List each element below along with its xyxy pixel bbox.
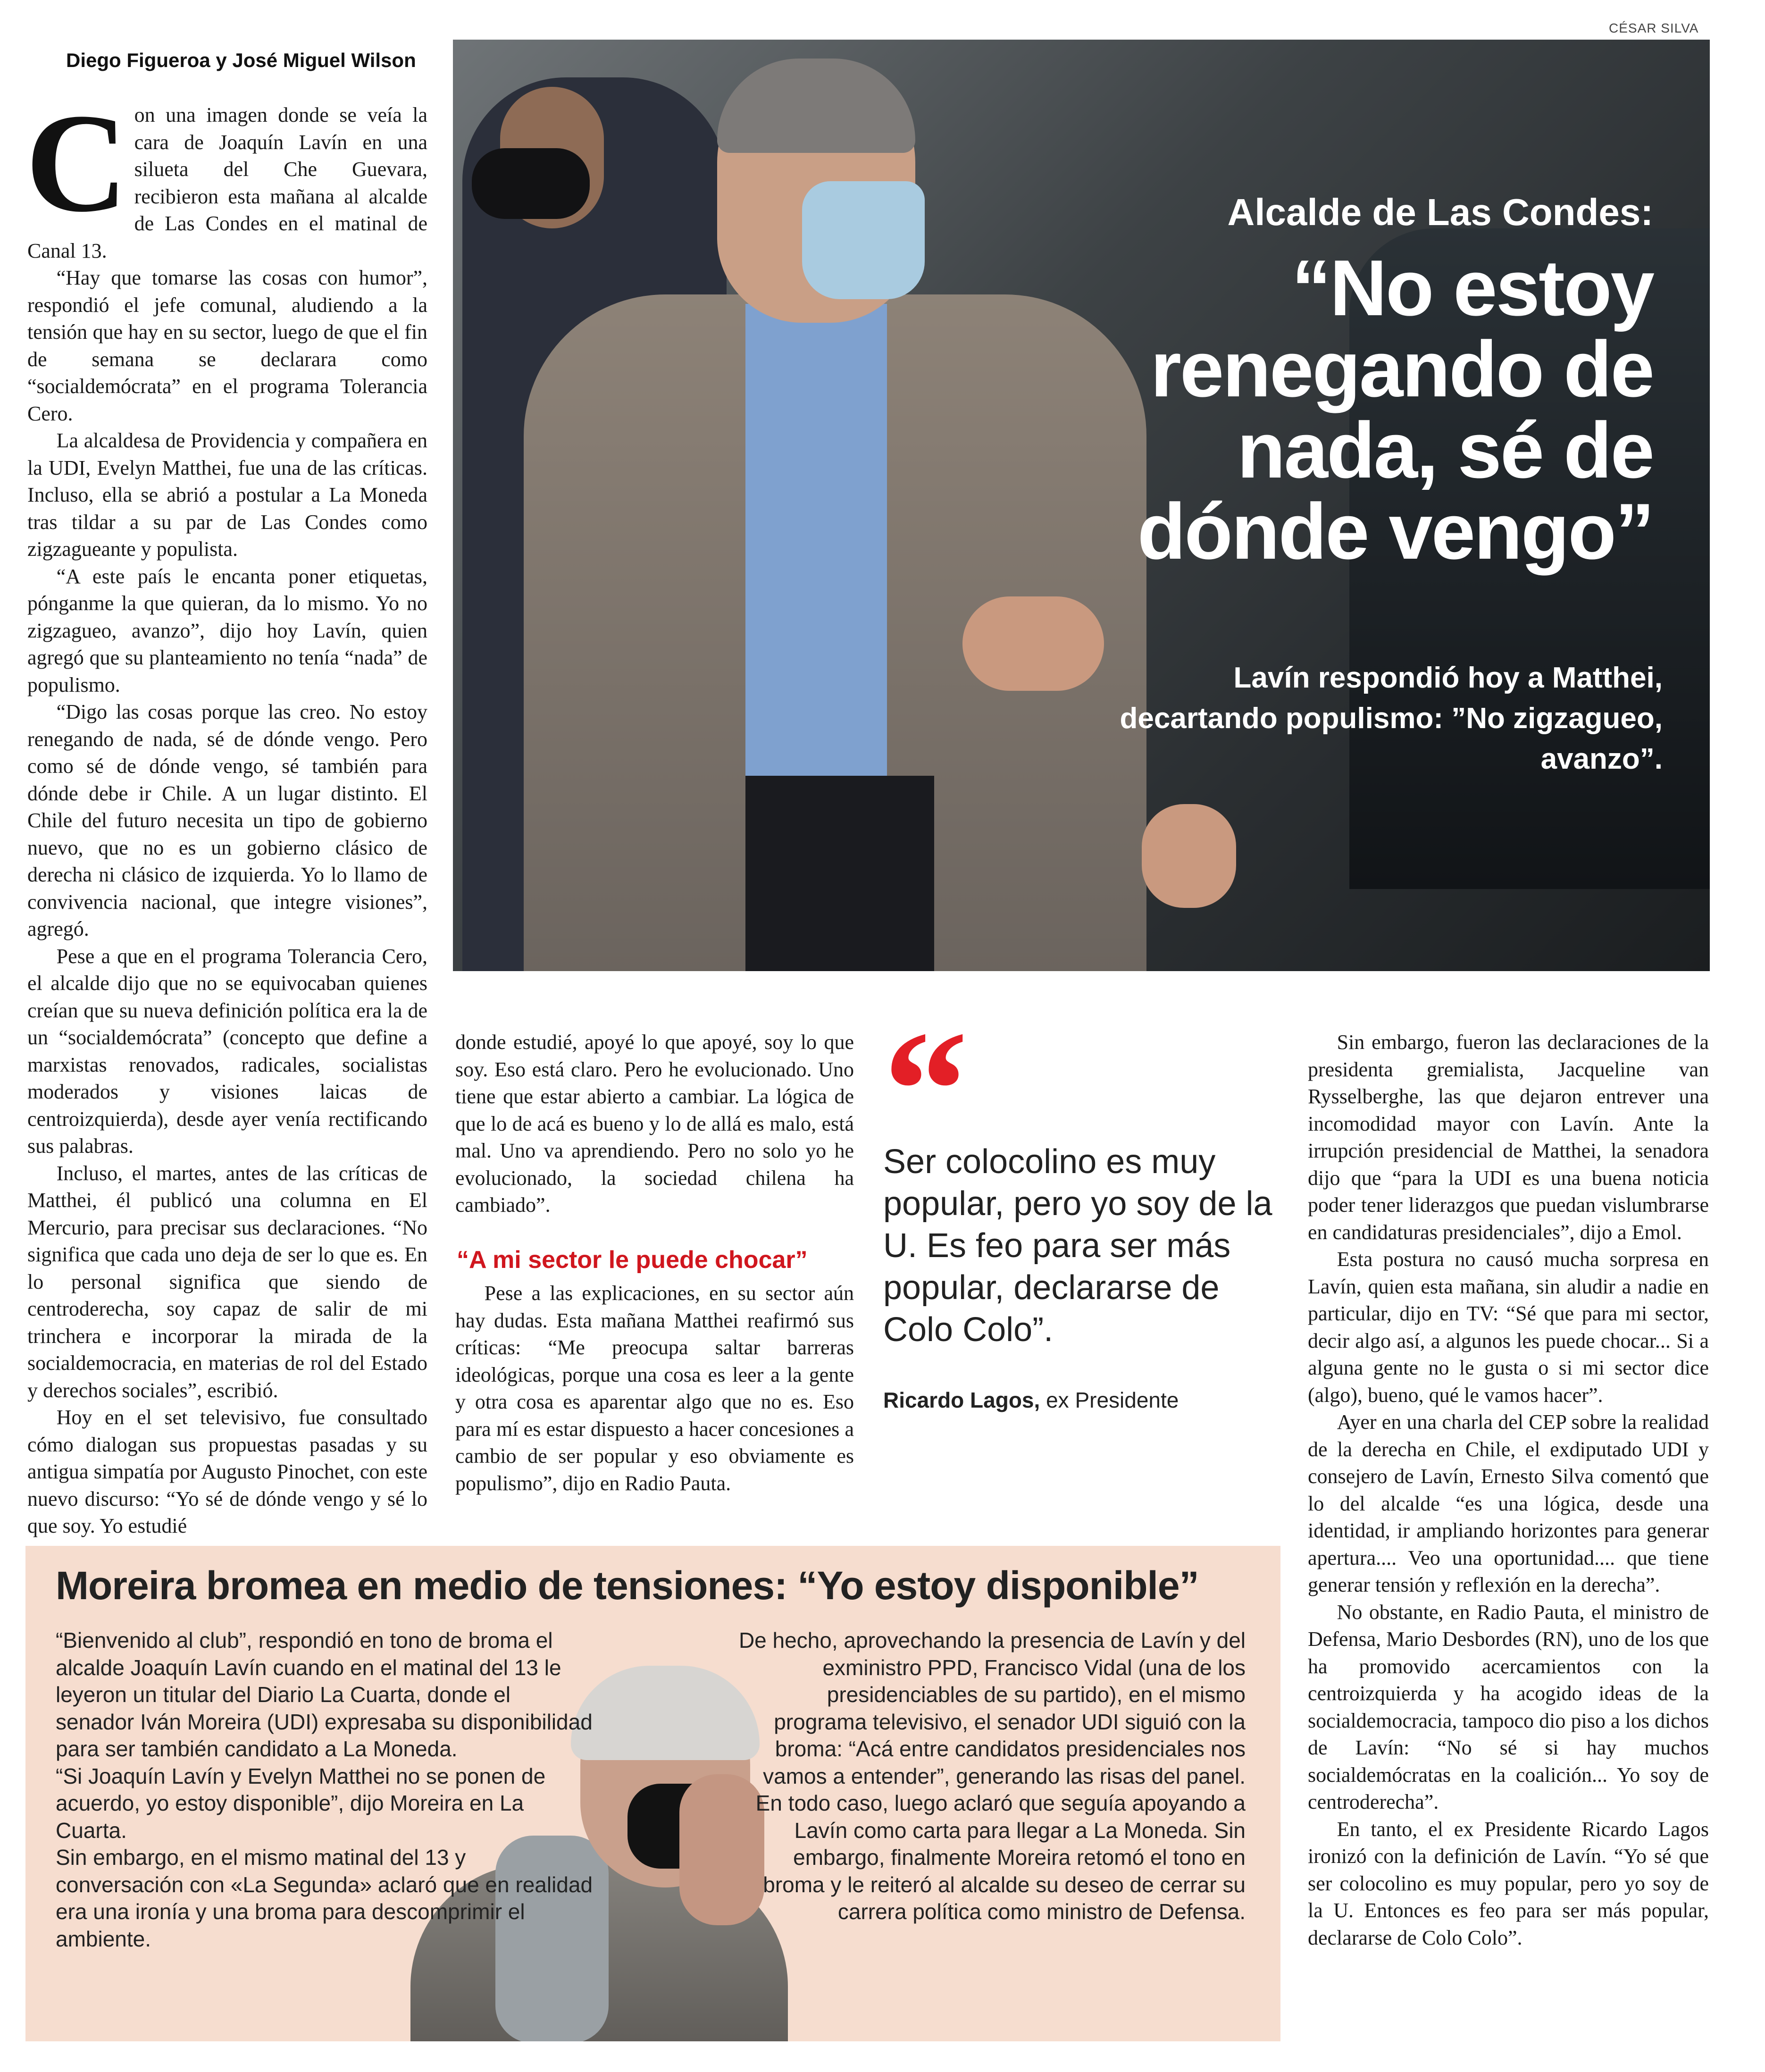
lavin-trousers bbox=[745, 776, 934, 971]
paragraph: De hecho, aprovechando la presencia de Lavín y del exministro PPD, Francisco Vidal (una de los presidenciables de su partido), en el mismo programa televisivo, el senador UDI siguió con la broma: “Acá entre candidatos presidenciales nos vamos a entender”, generando las risas del panel. bbox=[738, 1628, 1246, 1788]
hero-headline: “No estoy renegando de nada, sé de dónde vengo” bbox=[1137, 243, 1653, 576]
paragraph: Pese a las explicaciones, en su sector aún hay dudas. Esta mañana Matthei reafirmó sus críticas: “Me preocupa saltar barreras ideológicas, porque una cosa es leer a la gente y otra cosa es aparentar algo que no es. Eso para mí es estar dispuesto a hacer concesiones a cambio de ser popular y eso obviamente es populismo”, dijo en Radio Pauta. bbox=[455, 1282, 854, 1495]
subhead: “A mi sector le puede chocar” bbox=[457, 1246, 808, 1274]
pullquote-attribution bbox=[883, 1387, 1179, 1413]
lavin-shirt bbox=[745, 304, 887, 776]
article-column-2b bbox=[455, 1280, 854, 1497]
paragraph: Incluso, el martes, antes de las críticas de Matthei, él publicó una columna en El Mercurio, para precisar sus declaraciones. “No significa que cada uno deja de ser lo que es. En lo personal significa que siendo de centroderecha, soy capaz de salir de mi trinchera e incorporar la mirada de la socialdemocracia, en materias de rol del Estado y derechos sociales”, escribió. bbox=[27, 1161, 427, 1402]
paragraph: “Bienvenido al club”, respondió en tono de broma el alcalde Joaquín Lavín cuando en el matinal del 13 le leyeron un titular del Diario La Cuarta, donde el senador Iván Moreira (UDI) expresaba su disponibilidad para ser también candidato a La Moneda. bbox=[56, 1628, 593, 1761]
lavin-hair bbox=[717, 59, 915, 153]
background-person-mask bbox=[472, 148, 590, 219]
article-column-3 bbox=[1308, 1029, 1709, 1951]
sidebar-left-text bbox=[56, 1627, 594, 1953]
paragraph: Esta postura no causó mucha sorpresa en Lavín, quien esta mañana, sin aludir a nadie en particular, dijo en TV: “Sé que para mi sector, decir algo así, a algunos les puede chocar... Si a alguna gente no le gusta o si mi sector dice (algo), bueno, qué le vamos hacer”. bbox=[1308, 1248, 1709, 1407]
hero-photo bbox=[453, 40, 1710, 971]
lavin-hand-2 bbox=[1142, 804, 1236, 908]
paragraph: on una imagen donde se veía la cara de Joaquín Lavín en una silueta del Che Guevara, recibieron esta mañana al alcalde de Las Condes en el matinal de Canal 13. bbox=[27, 103, 427, 262]
lavin-hand bbox=[962, 596, 1104, 691]
photo-credit: CÉSAR SILVA bbox=[1609, 21, 1699, 35]
hero-kicker: Alcalde de Las Condes: bbox=[1227, 191, 1653, 233]
pullquote-role: ex Presidente bbox=[1040, 1388, 1179, 1412]
lavin-face-mask bbox=[802, 181, 925, 299]
pullquote-name: Ricardo Lagos, bbox=[883, 1388, 1040, 1412]
drop-cap: C bbox=[25, 84, 128, 241]
paragraph: Ayer en una charla del CEP sobre la realidad de la derecha en Chile, el exdiputado UDI y consejero de Lavín, Ernesto Silva comentó que lo del alcalde “es una lógica, desde una identidad, ir ampliando horizontes para generar apertura.... Veo una oportunidad.... que tiene generar tensión y reflexión en la derecha”. bbox=[1308, 1410, 1709, 1596]
paragraph: La alcaldesa de Providencia y compañera en la UDI, Evelyn Matthei, fue una de las críticas. Incluso, ella se abrió a postular a La Moneda tras tildar a su par de Las Condes como zigzagueante y populista. bbox=[27, 429, 427, 561]
paragraph: donde estudié, apoyé lo que apoyé, soy lo que soy. Eso está claro. Pero he evolucionado. Uno tiene que estar abierto a cambiar. La lógica de que lo de acá es bueno y lo de allá es malo, está mal. Uno va aprendiendo. Pero no solo yo he evolucionado, la sociedad chilena ha cambiado”. bbox=[455, 1031, 854, 1216]
paragraph: Pese a que en el programa Tolerancia Cero, el alcalde dijo que no se equivocaban quienes creían que su nueva definición política era la de un “socialdemócrata” (concepto que define a marxistas renovados, radicales, socialistas moderados y visiones laicas de centroizquierda), desde ayer venía rectificando sus palabras. bbox=[27, 944, 427, 1158]
paragraph: No obstante, en Radio Pauta, el ministro de Defensa, Mario Desbordes (RN), uno de los que ha promovido acercamientos con la centroizquierda y ha acogido ideas de la socialdemocracia, tampoco dio piso a los dichos de Lavín: “No sé si hay muchos socialdemócratas en la coalición... Yo soy de centroderecha”. bbox=[1308, 1600, 1709, 1813]
paragraph: “Si Joaquín Lavín y Evelyn Matthei no se ponen de acuerdo, yo estoy disponible”, dijo Moreira en La Cuarta. bbox=[56, 1763, 546, 1843]
hero-dek: Lavín respondió hoy a Matthei, decartando populismo: ”No zigzagueo, avanzo”. bbox=[1120, 662, 1663, 775]
paragraph: Sin embargo, en el mismo matinal del 13 y conversación con «La Segunda» aclaró que en realidad era una ironía y una broma para descomprimir el ambiente. bbox=[56, 1845, 593, 1951]
article-column-2 bbox=[455, 1029, 854, 1219]
paragraph: “A este país le encanta poner etiquetas, pónganme la que quieran, da lo mismo. Yo no zigzagueo, avanzo”, dijo hoy Lavín, quien agregó que su planteamiento no tenía “nada” de populismo. bbox=[27, 564, 427, 696]
paragraph: “Digo las cosas porque las creo. No estoy renegando de nada, sé de dónde vengo. Pero como sé de dónde vengo, sé también para dónde debe ir Chile. A un lugar distinto. El Chile del futuro necesita un tipo de gobierno nuevo, que no es un gobierno clásico de derecha ni clásico de izquierda. Yo lo llamo de convivencia nacional, que integre visiones”, agregó. bbox=[27, 700, 427, 940]
sidebar-right-text bbox=[736, 1627, 1246, 1926]
paragraph: “Hay que tomarse las cosas con humor”, respondió el jefe comunal, aludiendo a la tensión que hay en su sector, luego de que el fin de semana se declarara como “socialdemócrata” en el programa Tolerancia Cero. bbox=[27, 266, 427, 425]
paragraph: Hoy en el set televisivo, fue consultado cómo dialogan sus propuestas pasadas y su antigua simpatía por Augusto Pinochet, con este nuevo discurso: “Yo sé de dónde vengo y sé lo que soy. Yo estudié bbox=[27, 1406, 427, 1537]
quote-mark-icon: “ bbox=[883, 996, 968, 1184]
byline: Diego Figueroa y José Miguel Wilson bbox=[66, 49, 416, 71]
pullquote-text: Ser colocolino es muy popular, pero yo soy de la U. Es feo para ser más popular, declararse de Colo Colo”. bbox=[883, 1143, 1272, 1349]
article-column-1 bbox=[25, 84, 427, 1540]
paragraph: En tanto, el ex Presidente Ricardo Lagos ironizó con la definición de Lavín. “Yo sé que ser colocolino es muy popular, pero yo soy de la U. Entonces es feo para ser más popular, declararse de Colo Colo”. bbox=[1308, 1817, 1709, 1949]
paragraph: En todo caso, luego aclaró que seguía apoyando a Lavín como carta para llegar a La Moneda. Sin embargo, finalmente Moreira retomó el tono en broma y le reiteró al alcalde su deseo de cerrar su carrera política como ministro de Defensa. bbox=[755, 1791, 1246, 1924]
sidebar-title: Moreira bromea en medio de tensiones: “Yo estoy disponible” bbox=[56, 1563, 1199, 1608]
paragraph: Sin embargo, fueron las declaraciones de la presidenta gremialista, Jacqueline van Rysselberghe, las que dejaron entrever una incomodidad mayor con Lavín. Ante la irrupción presidencial de Matthei, la senadora dijo que “para la UDI es una buena noticia poder tener liderazgos que puedan vislumbrarse en candidaturas presidenciales”, dijo a Emol. bbox=[1308, 1031, 1709, 1244]
